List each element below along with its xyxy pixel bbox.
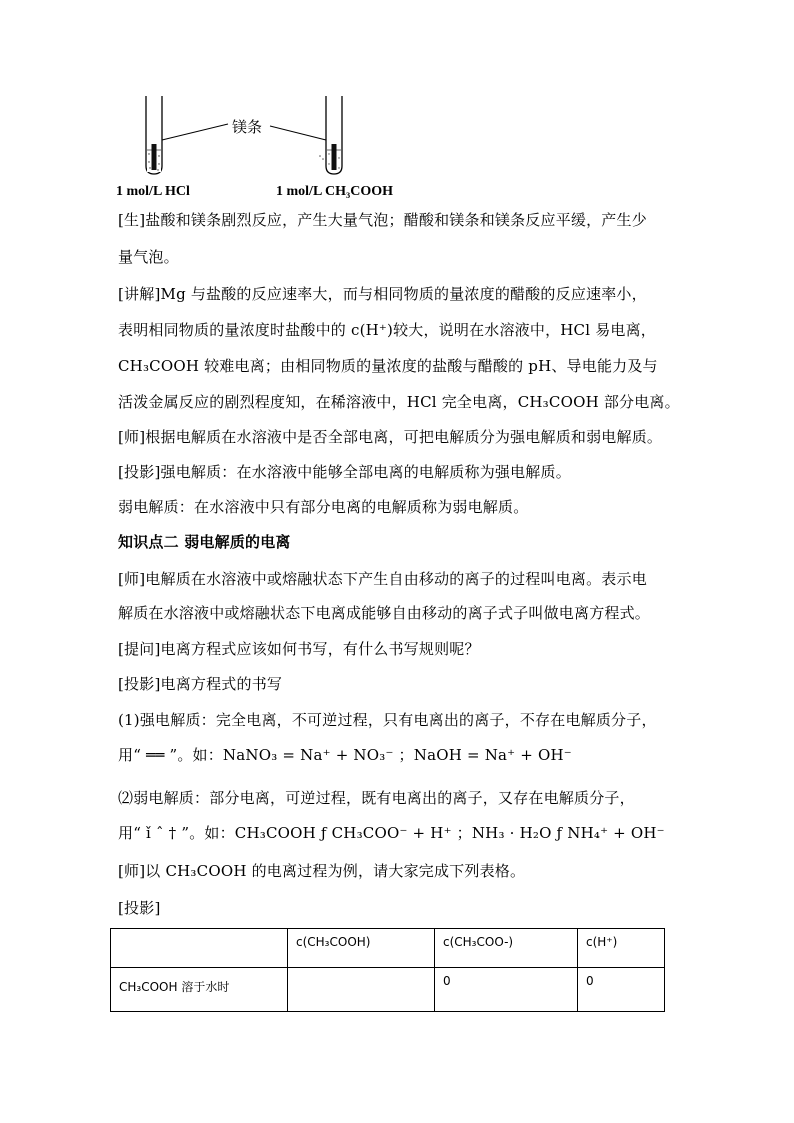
table-cell: CH₃COOH 溶于水时 — [111, 968, 288, 1012]
ionization-table — [110, 928, 665, 1012]
callout-line-left — [162, 124, 228, 140]
text-line: 解质在水溶液中或熔融状态下电离成能够自由移动的离子式子叫做电离方程式。 — [118, 604, 651, 622]
test-tube-hcl — [146, 96, 162, 174]
text-line: [师]以 CH₃COOH 的电离过程为例，请大家完成下列表格。 — [118, 862, 526, 880]
table-cell: 0 — [435, 968, 578, 1012]
table-header-cell: c(H⁺) — [578, 929, 665, 968]
table-header-row — [111, 929, 665, 968]
text-line: [生]盐酸和镁条剧烈反应，产生大量气泡；醋酸和镁条和镁条反应平缓，产生少 — [118, 211, 647, 229]
text-line: [师]电解质在水溶液中或熔融状态下产生自由移动的离子的过程叫电离。表示电 — [118, 570, 647, 588]
text-line: [投影]电离方程式的书写 — [118, 675, 283, 693]
callout-line-right — [270, 126, 326, 140]
section-heading: 知识点二 弱电解质的电离 — [118, 533, 291, 551]
equation-line: 用“ ══ ”。如：NaNO₃ = Na⁺ + NO₃⁻ ；NaOH = Na⁺ + OH⁻ — [118, 746, 572, 764]
table-cell — [288, 968, 435, 1012]
table-header-cell: c(CH₃COO-) — [435, 929, 578, 968]
text-line: 弱电解质：在水溶液中只有部分电离的电解质称为弱电解质。 — [118, 498, 529, 516]
magnesium-ribbon-label: 镁条 — [232, 118, 263, 136]
text-line: ⑵弱电解质：部分电离，可逆过程，既有电离出的离子，又存在电解质分子， — [118, 789, 635, 807]
text-line: [讲解]Mg 与盐酸的反应速率大，而与相同物质的量浓度的醋酸的反应速率小， — [118, 285, 647, 303]
table-header-cell: c(CH₃COOH) — [288, 929, 435, 968]
text-line: [投影] — [118, 899, 161, 917]
text-line: [投影]强电解质：在水溶液中能够全部电离的电解质称为强电解质。 — [118, 463, 571, 481]
text-line: CH₃COOH 较难电离；由相同物质的量浓度的盐酸与醋酸的 pH、导电能力及与 — [118, 357, 658, 375]
text-line: 量气泡。 — [118, 248, 179, 266]
equation-line: 用“ ǐ ˆ † ”。如：CH₃COOH ƒ CH₃COO⁻ + H⁺ ；NH₃ · H₂O ƒ NH₄⁺ + OH⁻ — [118, 824, 665, 842]
text-line: [提问]电离方程式应该如何书写，有什么书写规则呢？ — [118, 640, 480, 658]
ch3cooh-label: 1 mol/L CH₃COOH — [276, 184, 393, 199]
table-row — [111, 968, 665, 1012]
text-line: (1)强电解质：完全电离，不可逆过程，只有电离出的离子，不存在电解质分子， — [118, 711, 657, 729]
table-header-cell — [111, 929, 288, 968]
text-line: 活泼金属反应的剧烈程度知，在稀溶液中，HCl 完全电离，CH₃COOH 部分电离。 — [118, 393, 680, 411]
test-tube-ch3cooh — [319, 96, 342, 174]
hcl-label: 1 mol/L HCl — [116, 184, 190, 199]
text-line: 表明相同物质的量浓度时盐酸中的 c(H⁺)较大，说明在水溶液中，HCl 易电离， — [118, 321, 656, 339]
text-line: [师]根据电解质在水溶液中是否全部电离，可把电解质分为强电解质和弱电解质。 — [118, 428, 663, 446]
magnesium-experiment-figure — [110, 88, 410, 206]
table-cell: 0 — [578, 968, 665, 1012]
